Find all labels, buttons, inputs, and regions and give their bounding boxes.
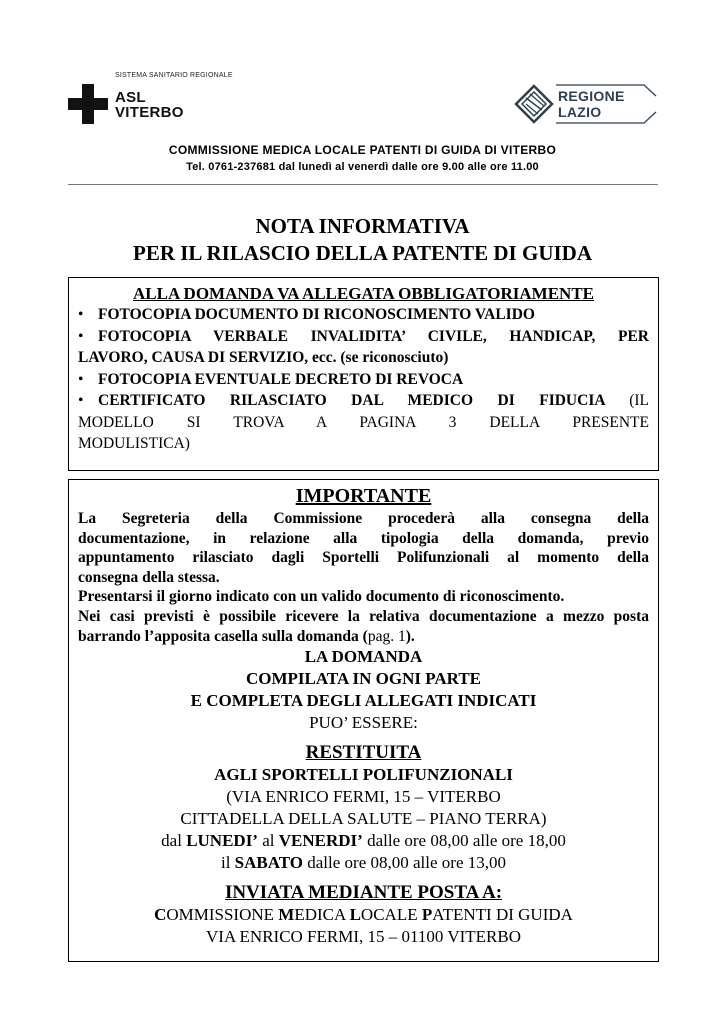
saturday-hours: il SABATO dalle ore 08,00 alle ore 13,00 [220,853,507,873]
regione-lazio-logo [514,84,664,128]
important-paragraph-1: La Segreteria della Commissione procederà alla consegna della documentazione, in relazione alla tipologia della domanda, previo appuntamento rilasciato dagli Sportelli Polifunzionali al momento della consegna della stessa. [78,510,649,586]
mail-recipient: COMMISSIONE MEDICA LOCALE PATENTI DI GUIDA [154,905,573,925]
attachment-item-certificate: • CERTIFICATO RILASCIATO DAL MEDICO DI FIDUCIA (IL MODELLO SI TROVA A PAGINA 3 DELLA PRESENTE MODULISTICA) [78,392,650,452]
mail-address: VIA ENRICO FERMI, 15 – 01100 VITERBO [206,927,521,947]
bullet-icon: • [78,306,84,323]
return-section: RESTITUITA AGLI SPORTELLI POLIFUNZIONALI (VIA ENRICO FERMI, 15 – VITERBO CITTADELLA DELLA SALUTE – PIANO TERRA) dal LUNEDI’ al VENERDI’ dalle ore 08,00 alle ore 18,00 il SABATO dalle ore 08,00 alle ore 13,00 [78,742,649,874]
commission-title: COMMISSIONE MEDICA LOCALE PATENTI DI GUIDA DI VITERBO [168,143,557,157]
weekday-hours: dal LUNEDI’ al VENERDI’ dalle ore 08,00 alle ore 18,00 [161,831,566,851]
important-paragraph-2: Presentarsi il giorno indicato con un valido documento di riconoscimento. [78,588,565,606]
important-paragraph-3: Nei casi previsti è possibile ricevere la relativa documentazione a mezzo posta barrando l’apposita casella sulla domanda (pag. 1). [78,607,649,645]
important-box [68,479,659,962]
attachments-box [68,277,659,471]
bullet-icon: • [78,392,84,409]
bullet-icon: • [78,327,84,345]
commission-phone: Tel. 0761-237681 dal lunedì al venerdì dalle ore 9.00 alle ore 11.00 [186,161,539,173]
attachment-item-disability: • FOTOCOPIA VERBALE INVALIDITA’ CIVILE, HANDICAP, PER LAVORO, CAUSA DI SERVIZIO, ecc. (se riconosciuto) [78,327,649,366]
mail-heading: INVIATA MEDIANTE POSTA A: [224,882,503,904]
attachment-item-id: • FOTOCOPIA DOCUMENTO DI RICONOSCIMENTO VALIDO [78,304,649,326]
return-heading: RESTITUITA [305,742,422,764]
header-divider [68,184,658,185]
bullet-icon: • [78,370,84,388]
attachments-heading: ALLA DOMANDA VA ALLEGATA OBBLIGATORIAMENTE [133,284,594,303]
page-title: NOTA INFORMATIVA PER IL RILASCIO DELLA PATENTE DI GUIDA [133,214,592,265]
asl-logo-name: ASL VITERBO [115,89,184,121]
mail-section [78,882,649,948]
important-heading: IMPORTANTE [295,485,432,507]
attachment-item-revocation: • FOTOCOPIA EVENTUALE DECRETO DI REVOCA [78,369,649,391]
asl-viterbo-logo [68,72,238,128]
lazio-logo-name: REGIONE LAZIO [558,88,625,120]
application-notice: LA DOMANDA COMPILATA IN OGNI PARTE E COMPLETA DEGLI ALLEGATI INDICATI PUO’ ESSERE: [190,647,537,733]
cross-icon [68,84,108,124]
asl-logo-caption: SISTEMA SANITARIO REGIONALE [115,72,233,79]
